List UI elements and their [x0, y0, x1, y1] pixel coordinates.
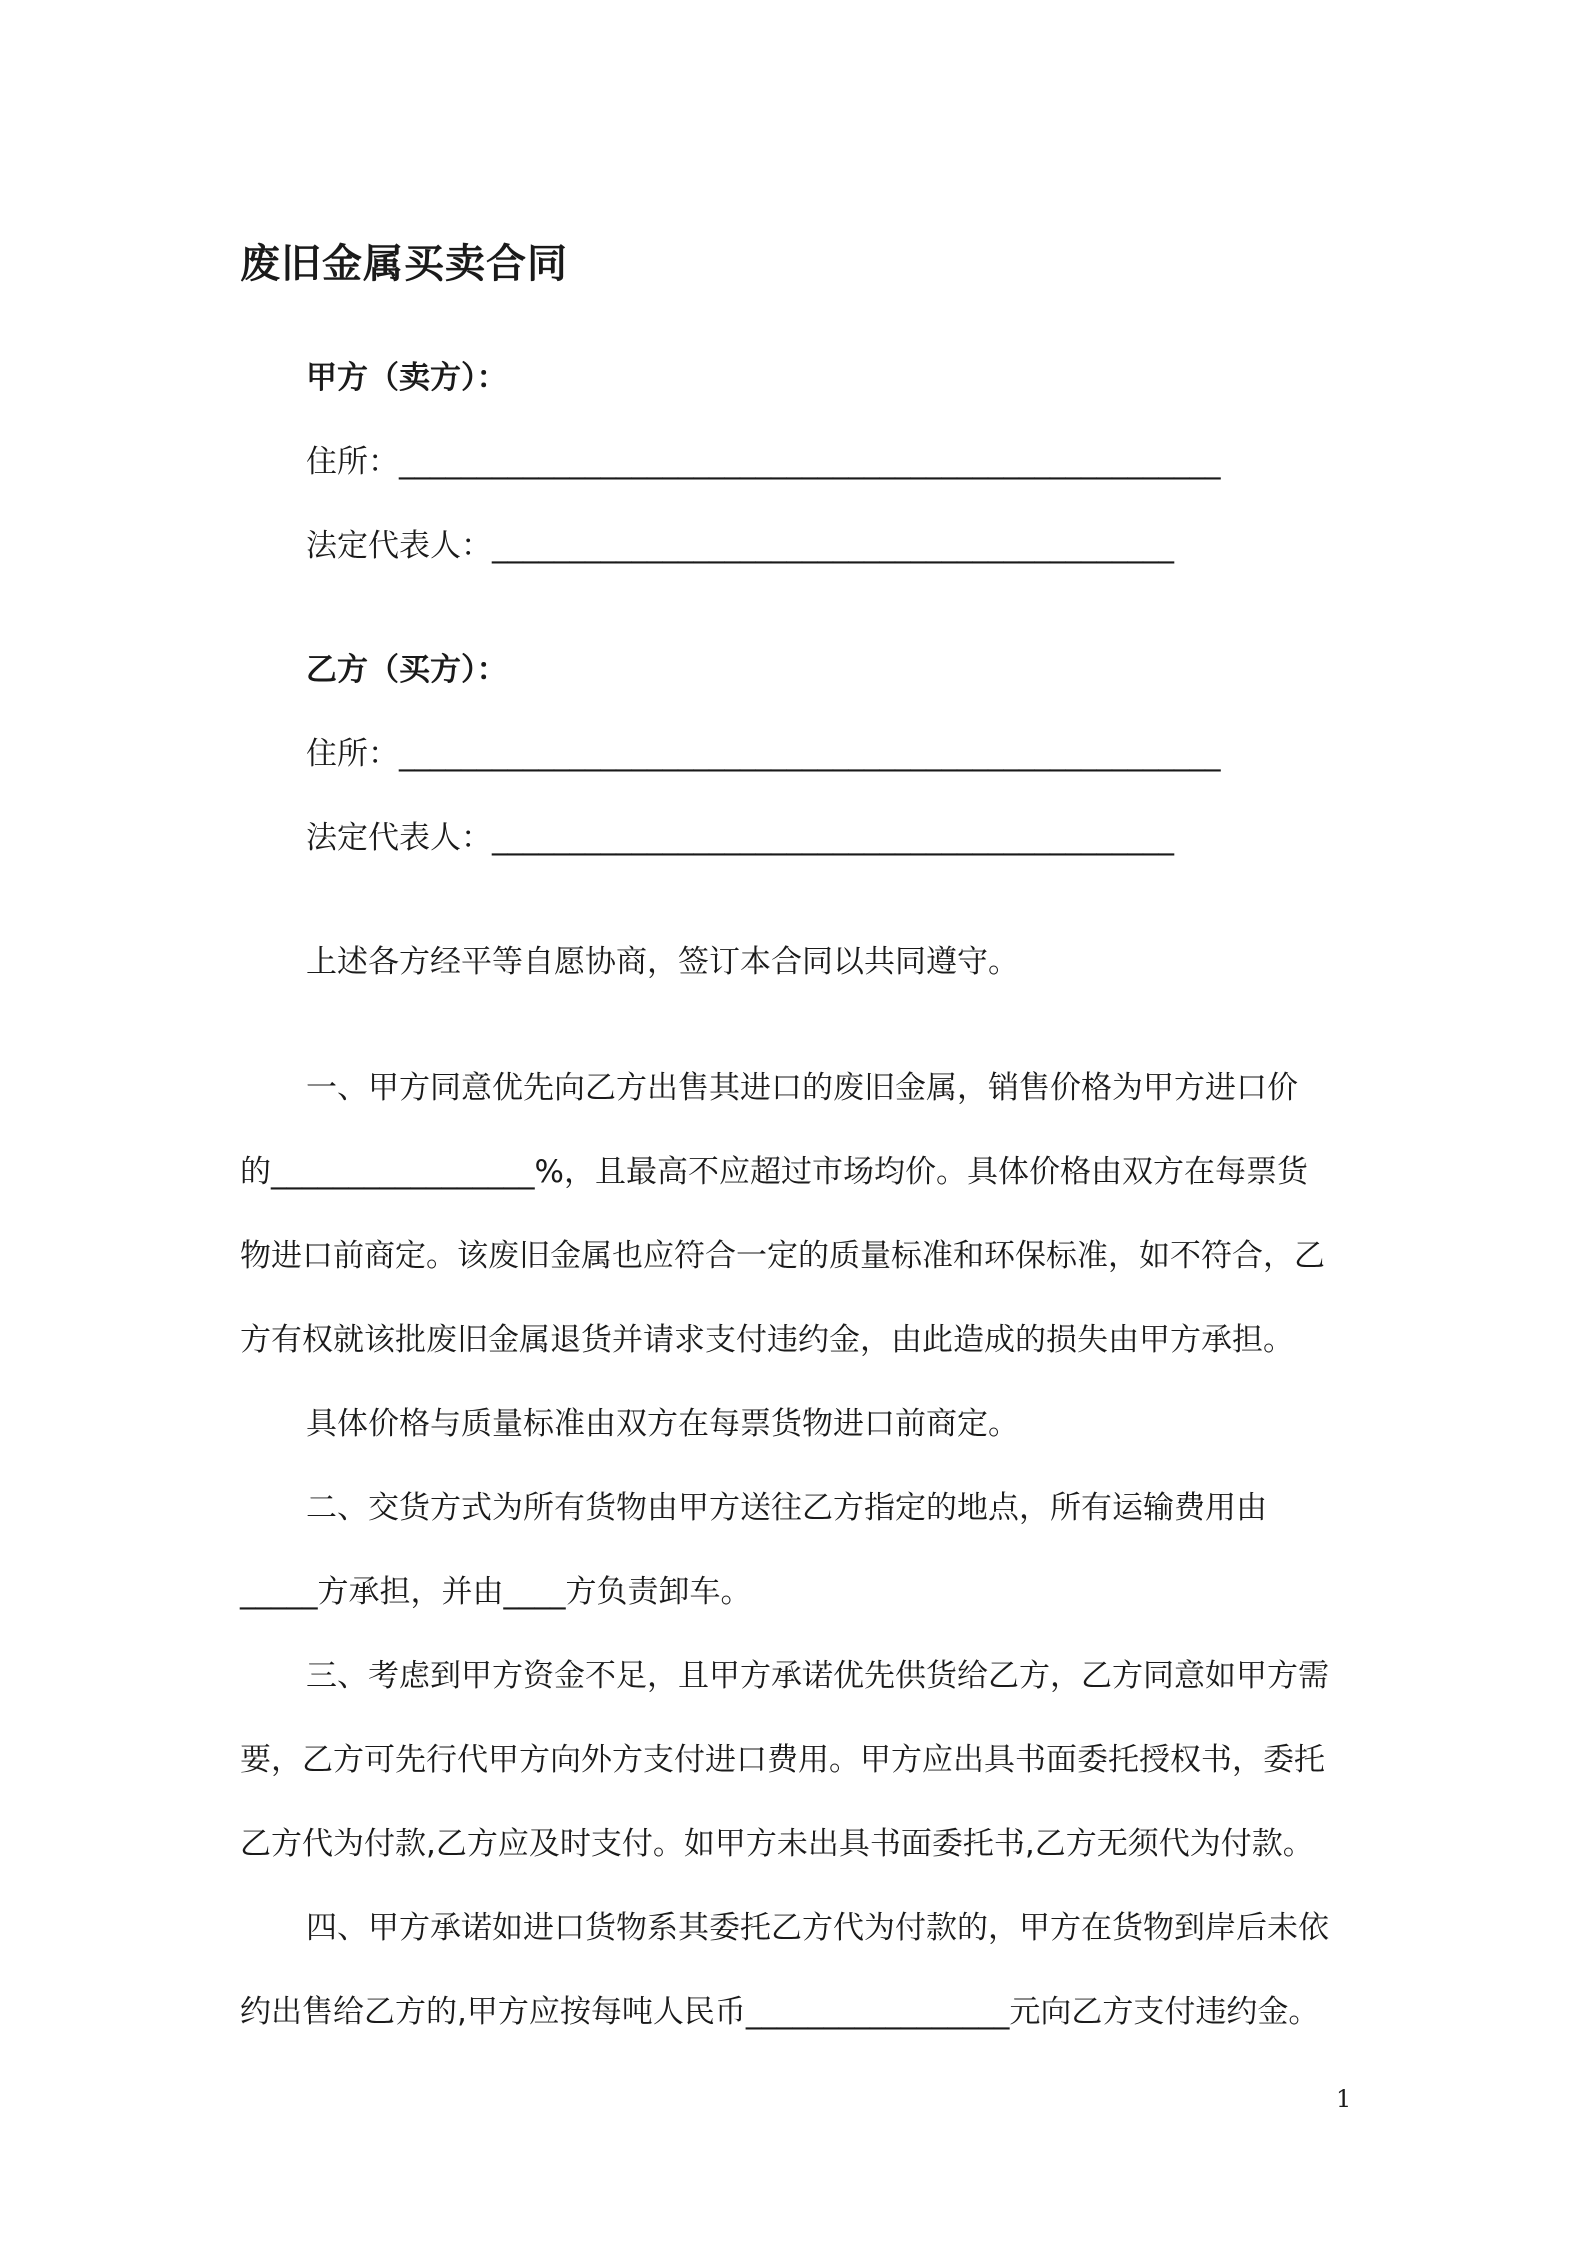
clause1-line: 方有权就该批废旧金属退货并请求支付违约金，由此造成的损失由甲方承担。 — [240, 1322, 1294, 1358]
clause3-line: 要，乙方可先行代甲方向外方支付进口费用。甲方应出具书面委托授权书，委托 — [240, 1742, 1325, 1778]
clause3-line: 三、考虑到甲方资金不足，且甲方承诺优先供货给乙方，乙方同意如甲方需 — [306, 1658, 1329, 1694]
clause1-line: 物进口前商定。该废旧金属也应符合一定的质量标准和环保标准，如不符合，乙 — [240, 1238, 1325, 1274]
clause4-line: 四、甲方承诺如进口货物系其委托乙方代为付款的，甲方在货物到岸后未依 — [306, 1910, 1329, 1946]
clause3-line: 乙方代为付款,乙方应及时支付。如甲方未出具书面委托书,乙方无须代为付款。 — [240, 1826, 1314, 1862]
party-b-heading: 乙方（买方）： — [306, 652, 508, 688]
party-b-address: 住所：_____________________________________________________ — [306, 736, 1221, 772]
clause2-line: 二、交货方式为所有货物由甲方送往乙方指定的地点，所有运输费用由 — [306, 1490, 1267, 1526]
clause1-line: 的_________________%，且最高不应超过市场均价。具体价格由双方在每票货 — [240, 1154, 1308, 1190]
page-number: 1 — [1336, 2085, 1352, 2113]
party-b-representative: 法定代表人：____________________________________________ — [306, 820, 1174, 856]
preamble-text: 上述各方经平等自愿协商，签订本合同以共同遵守。 — [306, 944, 1019, 980]
party-a-heading: 甲方（卖方）： — [306, 360, 508, 396]
party-a-representative: 法定代表人：____________________________________________ — [306, 528, 1174, 564]
clause4-line: 约出售给乙方的,甲方应按每吨人民币_________________元向乙方支付违约金。 — [240, 1994, 1320, 2030]
clause1-note: 具体价格与质量标准由双方在每票货物进口前商定。 — [306, 1406, 1019, 1442]
clause2-line: _____方承担，并由____方负责卸车。 — [240, 1574, 752, 1610]
party-a-address: 住所：_____________________________________________________ — [306, 444, 1221, 480]
clause1-line: 一、甲方同意优先向乙方出售其进口的废旧金属，销售价格为甲方进口价 — [306, 1070, 1298, 1106]
document-title: 废旧金属买卖合同 — [240, 241, 568, 287]
